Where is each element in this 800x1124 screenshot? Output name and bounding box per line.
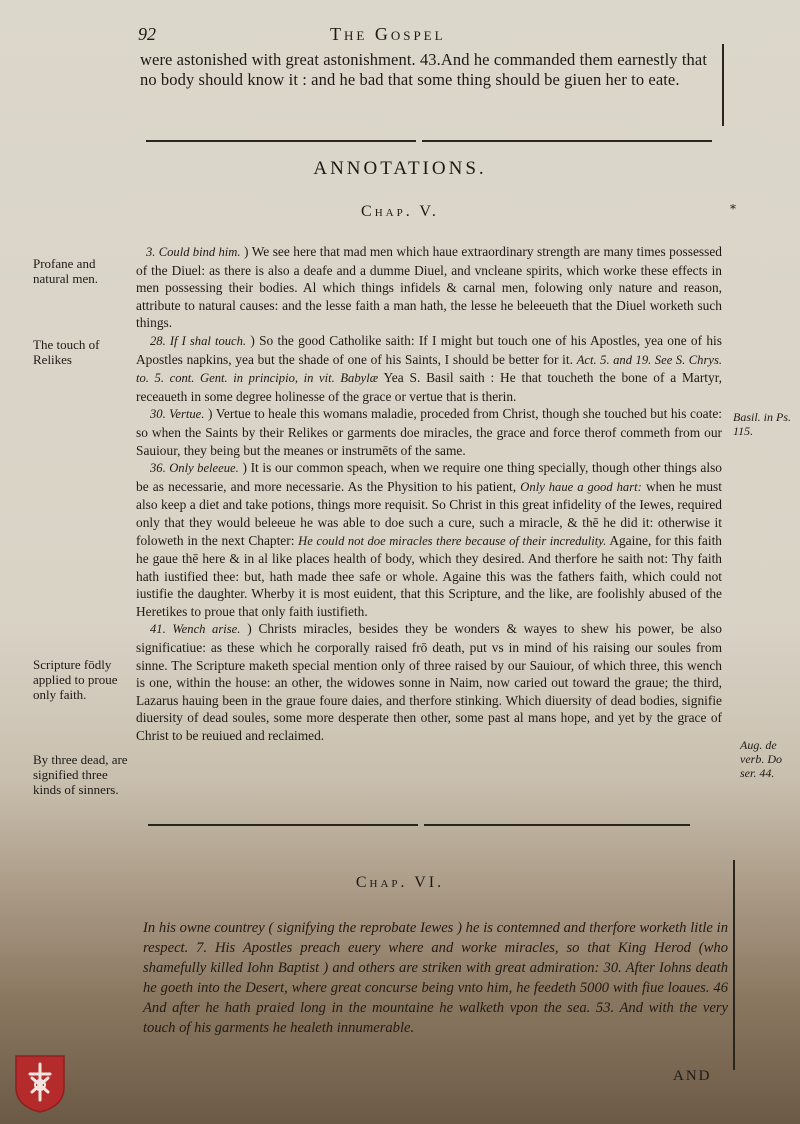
- annotation-text: ) We see here that mad men which haue extraordinary strength are many times possessed of the Diuel: as there is also a deafe and a dumme Diuel, and vncleane spirits, which worke these effects in men possessing their bodies. Al which things infidels & carnal men, folowing only nature and reason, attribute to natural causes: and the lesse faith a man hath, the lesse he beleeueth that the Diuel worketh such things.: [136, 244, 722, 331]
- margin-citation-basil: Basil. in Ps. 115.: [733, 410, 792, 438]
- horizontal-rule-right-2: [424, 824, 690, 826]
- citation: Act. 5. and 19. See S. Chrys. to. 5. cont. Gent. in principio, in vit. Babylæ: [136, 352, 723, 386]
- annotation-41: [136, 620, 722, 744]
- horizontal-rule-left-2: [148, 824, 418, 826]
- annotations-body: [136, 243, 722, 745]
- margin-note-three-dead: By three dead, are signified three kinds of sinners.: [33, 752, 128, 797]
- annotation-28: [136, 332, 722, 405]
- margin-citation-augustine: Aug. de verb. Do ser. 44.: [740, 738, 782, 780]
- lemma: 36. Only beleeue.: [150, 461, 239, 476]
- horizontal-rule-left: [146, 140, 416, 142]
- margin-note-profane: Profane and natural men.: [33, 256, 98, 286]
- margin-note-scripture: Scripture fōdly applied to proue only faith.: [33, 657, 118, 702]
- quotation: He could not doe miracles there because of their incredulity.: [298, 533, 607, 548]
- running-head: The Gospel: [330, 24, 446, 44]
- chapter-6-heading: Chap. VI.: [355, 874, 445, 891]
- lemma: 41. Wench arise.: [150, 622, 241, 637]
- annotation-text: ) Vertue to heale this womans maladie, proceded from Christ, though she touched but his coate: so when the Saints by their Relikes or garments doe miracles, the grace and force therof commeth from our Sauiour, they being but the meanes or instrumēts of the same.: [136, 406, 722, 458]
- vertical-rule-2: [733, 860, 735, 1070]
- annotation-text: Yea S. Basil saith : He that toucheth the bone of a Martyr, receaueth in some degree holinesse of the grace or vertue that is therin.: [136, 370, 722, 404]
- margin-mark: ⁎: [730, 198, 736, 212]
- annotation-text: ) So the good Catholike saith: If I might but touch one of his Apostles, yea one of his Apostles napkins, yea but the shade of one of his Saints, I should be better for it.: [136, 332, 722, 367]
- catchword: AND: [673, 1068, 712, 1084]
- library-seal-icon: [12, 1052, 68, 1114]
- margin-note-relikes: The touch of Relikes: [33, 337, 100, 367]
- lemma: 28. If I shal touch.: [150, 333, 247, 348]
- annotations-title: ANNOTATIONS.: [313, 158, 487, 179]
- annotation-text: ) It is our common speach, when we require one thing specially, though other things also be as necessarie, and more necessarie. As the Physition to his patient,: [136, 460, 722, 494]
- annotation-text: when he must also keep a diet and take potions, things more requisit. So Christ in this great infidelity of the Iewes, required only that they would beleeue he was able to doe such a cure, such a miracle, & thē he did it: otherwise it foloweth in the next Chapter:: [136, 478, 722, 548]
- annotation-text: ) Christs miracles, besides they be wonders & wayes to shew his power, be also significatiue: as these which he corporally raised frō death, put vs in mind of his raising our soules from sinne. The Scripture maketh special mention only of three raised by our Sauiour, of which three, this wench is one, within the house: an other, the widowes sonne in Naim, now caried out toward the graue; the third, Lazarus hauing been in the graue foure daies, and therfore stinking. Which diuersity of dead bodies, signifie diuersity of dead soules, some more desperate then other, some past al mans hope, and yet by the grace of Christ to be reuiued and reclaimed.: [136, 621, 723, 744]
- lemma: 3. Could bind him.: [146, 245, 241, 259]
- vertical-rule: [722, 44, 724, 126]
- annotation-36: [136, 459, 722, 620]
- page-number: 92: [138, 24, 156, 44]
- horizontal-rule-right: [422, 140, 712, 142]
- chapter-6-summary: In his owne countrey ( signifying the reprobate Iewes ) he is contemned and therfore worketh litle in respect. 7. His Apostles preach euery where and worke miracles, so that King Herod (who shamefully killed Iohn Baptist ) and others are striken with great admiration: 30. After Iohns death he goeth into the Desert, where great concurse being vnto him, he feedeth 5000 with fiue loaues. 46 And after he hath praied long in the mountaine he walketh vpon the sea. 53. And with the very touch of his garments he healeth innumerable.: [143, 920, 728, 1036]
- lemma: 30. Vertue.: [150, 407, 205, 422]
- quotation: Only haue a good hart:: [520, 479, 642, 494]
- annotation-3: [136, 243, 722, 332]
- continued-text: were astonished with great astonishment. 43.And he commanded them earnestly that no body should know it : and he bad that some thing should be giuen her to eate.: [140, 50, 708, 89]
- chapter-5-heading: Chap. V.: [361, 203, 439, 220]
- annotation-30: [136, 405, 722, 459]
- annotation-text: Againe, for this faith he gaue thē here & in al like places health of body, which they desired. And therfore he saith not: Thy faith hath iustified thee: but, hath made thee safe or whole. Againe this was the fathers faith, which could not iustifie the daughter. Wherby it is most euident, that this Scripture, and the like, are foolishly abused of the Heretikes to proue that only faith iustifieth.: [136, 532, 723, 619]
